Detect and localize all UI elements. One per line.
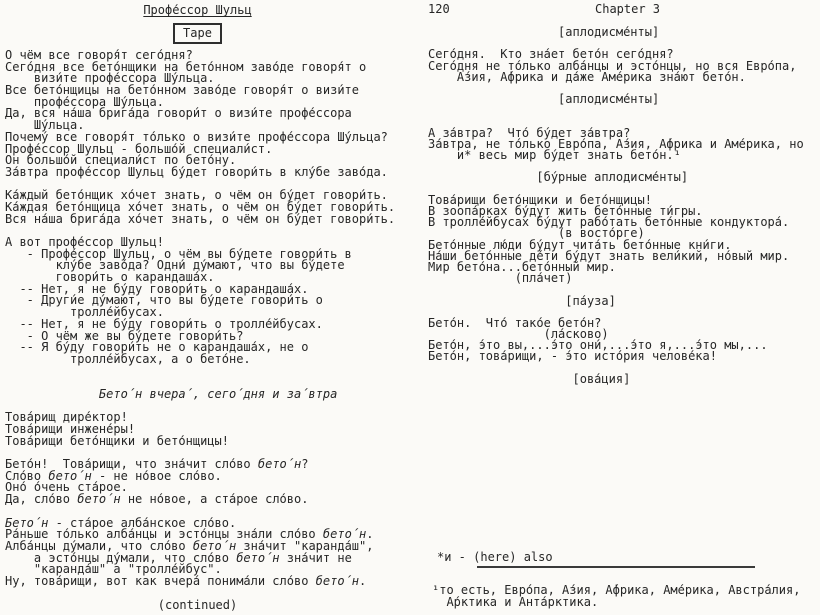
italic-text-run: бето́н — [315, 573, 360, 588]
continued-note: (continued) — [157, 598, 238, 612]
text-line: клу́бе заво́да? Одни́ ду́мают, что вы бу́дете — [5, 258, 345, 273]
text-line — [5, 492, 395, 507]
text-run: зна́чит "каранда́ш", — [236, 538, 374, 553]
text-run: Сло́во — [5, 468, 49, 483]
text-line — [5, 539, 395, 551]
text-line: [аплодисме́нты] — [428, 92, 660, 107]
right-column-text — [428, 25, 804, 386]
text-line: Сего́дня. Кто зна́ет бето́н сего́дня? — [428, 47, 674, 62]
text-line: "каранда́ш" а "тролле́йбус". — [5, 562, 222, 577]
text-run: не но́вое, а ста́рое сло́во. — [120, 492, 309, 507]
footnote-definition — [432, 583, 801, 609]
text-line: Профе́ссор Шульц - большо́й специали́ст. — [5, 141, 273, 156]
text-run: . — [359, 573, 367, 588]
text-line — [5, 516, 395, 528]
text-run: Ну, това́рищи, вот как вчера́ понима́ли сло́во — [5, 573, 316, 588]
text-line: За́втра профе́ссор Шульц бу́дет говори́ть в клу́бе заво́да. — [5, 164, 388, 179]
page-number: 120 — [428, 2, 450, 16]
text-line: За́втра, не то́лько Евро́па, А́зия, А́фрика и Аме́рика, но — [428, 136, 804, 151]
text-line: Да, вся на́ша брига́да говори́т о визи́те профе́ссора — [5, 106, 352, 121]
text-line: В тролле́йбусах бу́дут рабо́тать бето́нные кондуктора́. — [428, 215, 790, 230]
italic-text-run: бето́н — [77, 492, 121, 507]
italic-text-run: бето́н — [257, 457, 302, 472]
text-line: Он большо́й специали́ст по бето́ну. — [5, 153, 237, 168]
italic-text-run: бето́н — [236, 550, 280, 565]
text-line: ¹то есть, Евро́па, А́зия, А́фрика, Аме́рика, Австра́лия, — [432, 583, 801, 597]
text-line: Шу́льца. — [5, 118, 85, 133]
text-line: и* весь мир бу́дет знать бето́н.¹ — [428, 148, 681, 163]
text-run: - ста́рое алба́нское сло́во. — [48, 515, 237, 530]
text-line: [аплодисме́нты] — [428, 25, 660, 39]
text-line — [5, 457, 395, 472]
text-line: Ка́ждый бето́нщик хо́чет знать, о чём он бу́дет говори́ть. — [5, 188, 388, 203]
text-line: О чём все говоря́т сего́дня? — [5, 48, 193, 62]
text-line: тролле́йбусах, а о бето́не. — [5, 351, 251, 366]
text-line: Сего́дня все бето́нщики на бето́нном заво́де говоря́т о — [5, 59, 367, 74]
text-run: зна́чит не — [279, 550, 352, 565]
text-run: ? — [301, 457, 309, 472]
text-run: Бето́н! Това́рищи, что зна́чит сло́во — [5, 457, 258, 472]
text-line: Бето́н вчера́, сего́дня и за́втра — [5, 386, 338, 401]
text-run: Да, сло́во — [5, 492, 78, 507]
text-line: тролле́йбусах. — [5, 305, 164, 320]
text-line: Бето́н, э́то вы,...э́то они́,...э́то я,...э́то мы,... — [428, 338, 768, 353]
left-column-text — [5, 48, 395, 586]
text-line: - О чём же вы бу́дете говори́ть? — [5, 328, 244, 343]
text-line: - Други́е ду́мают, что вы бу́дете говори́ть о — [5, 293, 323, 308]
text-line: Все бето́нщицы на бето́нном заво́де говоря́т о визи́те — [5, 83, 360, 98]
footnote-separator-rule — [477, 566, 755, 568]
text-line: Сего́дня не то́лько алба́нцы и эсто́нцы, но вся Евро́па, — [428, 58, 797, 73]
text-line: (пла́чет) — [428, 271, 573, 286]
text-run: Алба́нцы ду́мали, что сло́во — [5, 538, 193, 553]
text-line: [па́уза] — [428, 293, 616, 308]
text-line: Това́рищи бето́нщики и бето́нщицы! — [428, 192, 652, 207]
tape-label-wrap — [5, 23, 390, 44]
text-line: - Профе́ссор Шульц, о чём вы бу́дете говори́ть в — [5, 246, 352, 261]
text-line: [ова́ция] — [428, 371, 631, 386]
text-line: Бето́н. Что́ тако́е бето́н? — [428, 315, 602, 330]
italic-text-run: бето́н — [192, 538, 237, 553]
tape-label-box: Tape — [173, 23, 222, 44]
text-run: . — [366, 527, 374, 542]
text-line: (в восто́рге) — [428, 226, 645, 241]
lesson-title — [5, 3, 390, 17]
text-line: Мир бето́на...бето́нный мир. — [428, 259, 616, 274]
text-line: Оно́ о́чень ста́рое. — [5, 480, 128, 495]
text-line: Почему́ все говоря́т то́лько о визи́те профе́ссора Шу́льца? — [5, 129, 388, 144]
text-line: Това́рищи бето́нщики и бето́нщицы! — [5, 433, 229, 448]
lesson-title-text: Профе́ссор Шульц — [143, 3, 252, 17]
footnote-star-note: *и - (here) also — [437, 550, 553, 564]
text-line: А́рктика и Анта́рктика. — [432, 594, 599, 609]
text-line: В зоопа́рках бу́дут жить бето́нные ти́гры. — [428, 204, 703, 218]
text-line: Вся на́ша брига́да хо́чет знать, о чём он бу́дет говори́ть. — [5, 211, 396, 226]
text-line: говори́ть о карандаша́х. — [5, 270, 215, 285]
text-line — [5, 469, 395, 481]
text-line: А за́втра? Что́ бу́дет за́втра? — [428, 125, 631, 140]
text-run: - не но́вое сло́во. — [91, 468, 222, 483]
text-line — [5, 527, 395, 542]
text-line: визи́те профе́ссора Шу́льца. — [5, 71, 215, 86]
text-line: А вот профе́ссор Шульц! — [5, 235, 164, 249]
text-line: [бу́рные аплодисме́нты] — [428, 170, 689, 185]
italic-text-run: Бето́н — [5, 515, 49, 530]
text-line — [5, 375, 395, 387]
text-run: Ра́ньше то́лько алба́нцы и эсто́нцы зна́ли сло́во — [5, 527, 323, 542]
italic-text-run: бето́н — [322, 527, 367, 542]
text-line: профе́ссора Шу́льца. — [5, 94, 164, 109]
chapter-heading: Chapter 3 — [595, 2, 661, 16]
italic-text-run: бето́н — [48, 468, 92, 483]
text-line — [5, 551, 395, 563]
text-line: -- Я бу́ду говори́ть не о карандаша́х, не о — [5, 340, 309, 355]
text-line: Бето́нные лю́ди бу́дут чита́ть бето́нные кни́ги. — [428, 237, 732, 252]
text-run: а эсто́нцы ду́мали, что сло́во — [5, 550, 237, 565]
text-line: Това́рищ дире́ктор! — [5, 410, 128, 425]
text-line: Бето́н, това́рищи, - э́то исто́рия челове́ка! — [428, 349, 717, 364]
text-line: На́ши бето́нные де́ти бу́дут знать вели́кий, но́вый мир. — [428, 248, 790, 263]
text-line: (ла́сково) — [428, 327, 609, 342]
text-line: -- Нет, я не бу́ду говори́ть о тролле́йбусах. — [5, 316, 323, 331]
text-line: Това́рищи инжене́ры! — [5, 422, 136, 436]
text-line: Ка́ждая бето́нщица хо́чет знать, о чём он бу́дет говори́ть. — [5, 199, 396, 214]
text-line: А́зия, А́фрика и да́же Аме́рика зна́ют бето́н. — [428, 69, 746, 84]
text-line: -- Нет, я не бу́ду говори́ть о карандаша́х. — [5, 281, 309, 296]
text-line — [428, 115, 804, 126]
text-line — [5, 574, 395, 586]
